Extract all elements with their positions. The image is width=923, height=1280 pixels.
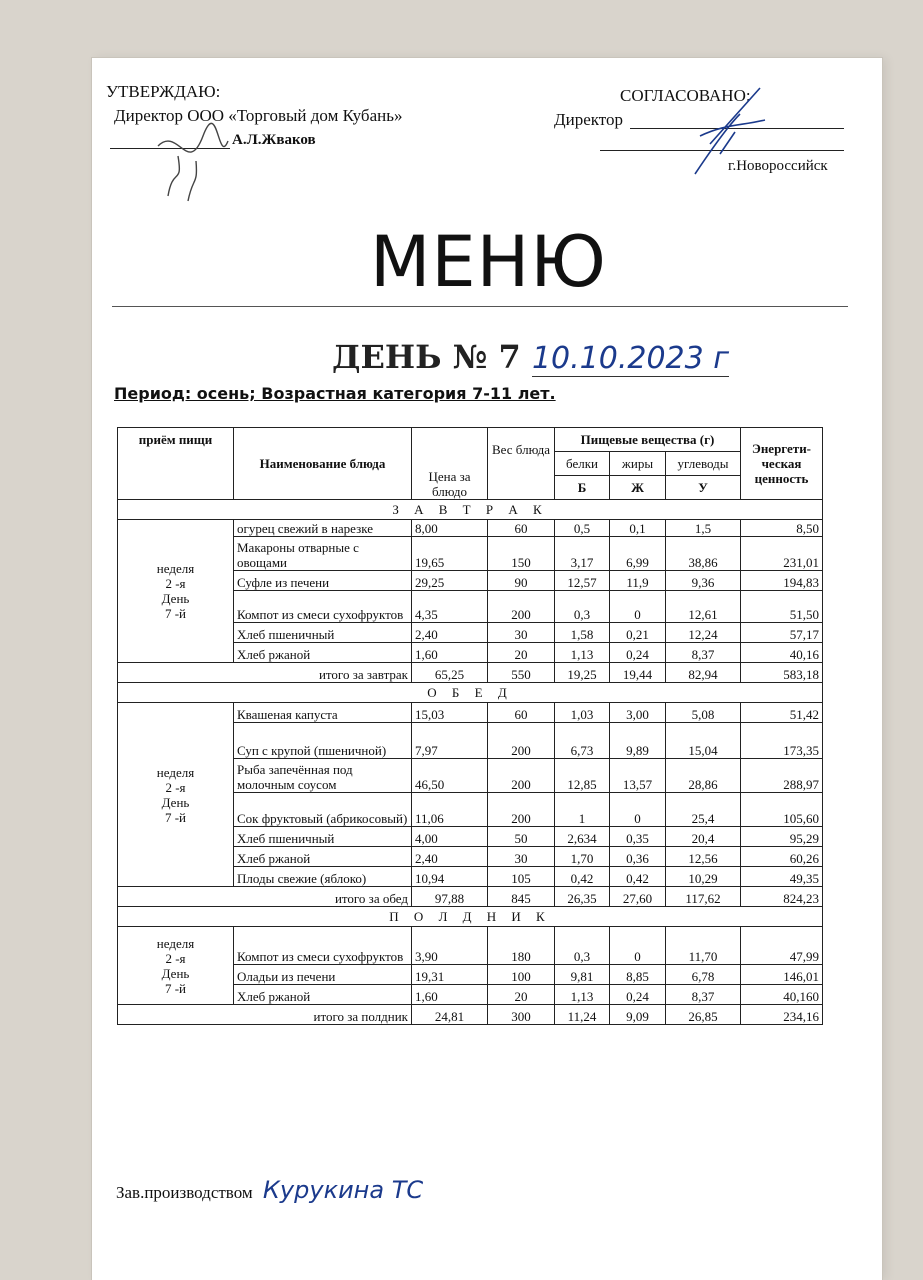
header-weight: Вес блюда — [488, 428, 555, 500]
agreed-city: г.Новороссийск — [728, 158, 828, 174]
approve-label: УТВЕРЖДАЮ: — [106, 82, 221, 101]
section-header-row — [118, 500, 823, 520]
meal-label: неделя — [156, 935, 195, 951]
carbs-cell: 28,86 — [666, 759, 741, 793]
meal-label: День — [161, 591, 190, 606]
meal-label: 2 -я — [165, 779, 186, 795]
protein-cell: 1,70 — [555, 847, 610, 867]
total-price: 65,25 — [412, 663, 488, 683]
fat-cell: 0,36 — [610, 847, 666, 867]
menu-table — [117, 427, 823, 1025]
energy-cell: 8,50 — [741, 520, 823, 537]
protein-cell: 1,58 — [555, 623, 610, 643]
fat-cell: 0,24 — [610, 643, 666, 663]
price-cell: 10,94 — [412, 867, 488, 887]
day-date: 10.10.2023 г — [531, 341, 730, 376]
total-weight: 300 — [488, 1005, 555, 1025]
section-title: П О Л Д Н И К — [118, 907, 823, 927]
dish-name-cell: Суфле из печени — [234, 571, 412, 591]
total-protein: 11,24 — [555, 1005, 610, 1025]
dish-name-cell: Сок фруктовый (абрикосовый) — [234, 793, 412, 827]
meal-cell — [118, 927, 234, 1005]
price-cell: 29,25 — [412, 571, 488, 591]
fat-cell: 8,85 — [610, 965, 666, 985]
table-header — [118, 428, 823, 500]
fat-cell: 0,21 — [610, 623, 666, 643]
weight-cell: 30 — [488, 847, 555, 867]
carbs-cell: 11,70 — [666, 927, 741, 965]
price-cell: 3,90 — [412, 927, 488, 965]
dish-name-cell: Макароны отварные с овощами — [234, 537, 412, 571]
dish-name-cell: Компот из смеси сухофруктов — [234, 927, 412, 965]
price-cell: 4,35 — [412, 591, 488, 623]
dish-name-cell: Хлеб ржаной — [234, 643, 412, 663]
footer-signature: Курукина ТС — [262, 1176, 424, 1204]
meal-label: 2 -я — [165, 576, 186, 591]
weight-cell: 20 — [488, 985, 555, 1005]
total-carbs: 117,62 — [666, 887, 741, 907]
period-line: Период: осень; Возрастная категория 7-11 лет. — [114, 384, 556, 403]
header-carbs: углеводы — [666, 452, 741, 476]
header-protein: белки — [555, 452, 610, 476]
carbs-cell: 8,37 — [666, 985, 741, 1005]
total-row — [118, 663, 823, 683]
weight-cell: 200 — [488, 793, 555, 827]
table-body — [118, 500, 823, 1025]
meal-label: неделя — [156, 561, 195, 576]
carbs-cell: 6,78 — [666, 965, 741, 985]
footer-label: Зав.производством — [116, 1183, 253, 1202]
total-price: 97,88 — [412, 887, 488, 907]
weight-cell: 60 — [488, 520, 555, 537]
total-row — [118, 887, 823, 907]
total-price: 24,81 — [412, 1005, 488, 1025]
total-weight: 845 — [488, 887, 555, 907]
carbs-cell: 9,36 — [666, 571, 741, 591]
approve-name: А.Л.Жваков — [232, 132, 316, 148]
total-protein: 19,25 — [555, 663, 610, 683]
weight-cell: 100 — [488, 965, 555, 985]
dish-name-cell: Рыба запечённая под молочным соусом — [234, 759, 412, 793]
section-title: З А В Т Р А К — [118, 500, 823, 520]
section-header-row — [118, 683, 823, 703]
agreed-line: Директор — [554, 110, 623, 129]
fat-cell: 13,57 — [610, 759, 666, 793]
total-fat: 19,44 — [610, 663, 666, 683]
energy-cell: 51,42 — [741, 703, 823, 723]
fat-cell: 11,9 — [610, 571, 666, 591]
meal-cell — [118, 703, 234, 887]
fat-cell: 0,35 — [610, 827, 666, 847]
energy-cell: 40,160 — [741, 985, 823, 1005]
total-label: итого за обед — [118, 887, 412, 907]
fat-cell: 9,89 — [610, 723, 666, 759]
day-title — [332, 338, 729, 377]
table-row — [118, 927, 823, 965]
approve-line: Директор ООО «Торговый дом Кубань» — [114, 106, 403, 125]
fat-cell: 0 — [610, 591, 666, 623]
total-weight: 550 — [488, 663, 555, 683]
table-row — [118, 703, 823, 723]
dish-name-cell: Хлеб ржаной — [234, 847, 412, 867]
carbs-cell: 15,04 — [666, 723, 741, 759]
agreed-signature-icon — [680, 84, 770, 180]
energy-cell: 49,35 — [741, 867, 823, 887]
weight-cell: 200 — [488, 723, 555, 759]
protein-cell: 6,73 — [555, 723, 610, 759]
carbs-cell: 5,08 — [666, 703, 741, 723]
dish-name-cell: Плоды свежие (яблоко) — [234, 867, 412, 887]
carbs-cell: 25,4 — [666, 793, 741, 827]
header-f: Ж — [610, 476, 666, 500]
carbs-cell: 10,29 — [666, 867, 741, 887]
price-cell: 1,60 — [412, 985, 488, 1005]
header-meal: приём пищи — [118, 428, 234, 500]
fat-cell: 0,24 — [610, 985, 666, 1005]
price-cell: 11,06 — [412, 793, 488, 827]
approve-signature-icon — [148, 116, 238, 206]
carbs-cell: 12,61 — [666, 591, 741, 623]
total-energy: 234,16 — [741, 1005, 823, 1025]
price-cell: 46,50 — [412, 759, 488, 793]
meal-label: 7 -й — [164, 980, 187, 996]
divider — [112, 306, 848, 307]
weight-cell: 200 — [488, 759, 555, 793]
fat-cell: 0 — [610, 927, 666, 965]
dish-name-cell: огурец свежий в нарезке — [234, 520, 412, 537]
table-row — [118, 520, 823, 537]
energy-cell: 194,83 — [741, 571, 823, 591]
total-energy: 583,18 — [741, 663, 823, 683]
carbs-cell: 1,5 — [666, 520, 741, 537]
header-p: Б — [555, 476, 610, 500]
header-fat: жиры — [610, 452, 666, 476]
total-energy: 824,23 — [741, 887, 823, 907]
weight-cell: 90 — [488, 571, 555, 591]
fat-cell: 0,1 — [610, 520, 666, 537]
energy-cell: 40,16 — [741, 643, 823, 663]
protein-cell: 12,57 — [555, 571, 610, 591]
meal-label: День — [161, 794, 190, 810]
price-cell: 19,31 — [412, 965, 488, 985]
price-cell: 1,60 — [412, 643, 488, 663]
carbs-cell: 12,24 — [666, 623, 741, 643]
price-cell: 7,97 — [412, 723, 488, 759]
section-header-row — [118, 907, 823, 927]
total-protein: 26,35 — [555, 887, 610, 907]
price-cell: 2,40 — [412, 847, 488, 867]
dish-name-cell: Компот из смеси сухофруктов — [234, 591, 412, 623]
price-cell: 2,40 — [412, 623, 488, 643]
weight-cell: 150 — [488, 537, 555, 571]
protein-cell: 9,81 — [555, 965, 610, 985]
weight-cell: 50 — [488, 827, 555, 847]
energy-cell: 60,26 — [741, 847, 823, 867]
weight-cell: 30 — [488, 623, 555, 643]
protein-cell: 3,17 — [555, 537, 610, 571]
fat-cell: 3,00 — [610, 703, 666, 723]
fat-cell: 0 — [610, 793, 666, 827]
total-label: итого за завтрак — [118, 663, 412, 683]
header-energy: Энергети-ческая ценность — [741, 428, 823, 500]
protein-cell: 2,634 — [555, 827, 610, 847]
carbs-cell: 38,86 — [666, 537, 741, 571]
protein-cell: 1,03 — [555, 703, 610, 723]
energy-cell: 105,60 — [741, 793, 823, 827]
dish-name-cell: Хлеб ржаной — [234, 985, 412, 1005]
energy-cell: 47,99 — [741, 927, 823, 965]
header-name: Наименование блюда — [234, 428, 412, 500]
protein-cell: 1 — [555, 793, 610, 827]
section-title: О Б Е Д — [118, 683, 823, 703]
energy-cell: 95,29 — [741, 827, 823, 847]
weight-cell: 180 — [488, 927, 555, 965]
dish-name-cell: Хлеб пшеничный — [234, 623, 412, 643]
total-fat: 27,60 — [610, 887, 666, 907]
meal-cell — [118, 520, 234, 663]
price-cell: 15,03 — [412, 703, 488, 723]
weight-cell: 200 — [488, 591, 555, 623]
weight-cell: 20 — [488, 643, 555, 663]
price-cell: 4,00 — [412, 827, 488, 847]
fat-cell: 6,99 — [610, 537, 666, 571]
total-label: итого за полдник — [118, 1005, 412, 1025]
price-cell: 19,65 — [412, 537, 488, 571]
energy-cell: 231,01 — [741, 537, 823, 571]
protein-cell: 0,3 — [555, 927, 610, 965]
dish-name-cell: Хлеб пшеничный — [234, 827, 412, 847]
carbs-cell: 8,37 — [666, 643, 741, 663]
protein-cell: 1,13 — [555, 985, 610, 1005]
header-price: Цена за блюдо — [412, 428, 488, 500]
price-cell: 8,00 — [412, 520, 488, 537]
meal-label: День — [161, 965, 190, 981]
energy-cell: 57,17 — [741, 623, 823, 643]
weight-cell: 60 — [488, 703, 555, 723]
dish-name-cell: Суп с крупой (пшеничной) — [234, 723, 412, 759]
carbs-cell: 12,56 — [666, 847, 741, 867]
header-c: У — [666, 476, 741, 500]
energy-cell: 173,35 — [741, 723, 823, 759]
meal-label: неделя — [156, 764, 195, 780]
fat-cell: 0,42 — [610, 867, 666, 887]
energy-cell: 146,01 — [741, 965, 823, 985]
dish-name-cell: Оладьи из печени — [234, 965, 412, 985]
footer — [116, 1176, 423, 1204]
energy-cell: 51,50 — [741, 591, 823, 623]
dish-name-cell: Квашеная капуста — [234, 703, 412, 723]
protein-cell: 0,42 — [555, 867, 610, 887]
meal-label: 2 -я — [165, 950, 186, 966]
protein-cell: 1,13 — [555, 643, 610, 663]
total-row — [118, 1005, 823, 1025]
day-number: ДЕНЬ № 7 — [332, 338, 521, 376]
total-carbs: 82,94 — [666, 663, 741, 683]
protein-cell: 12,85 — [555, 759, 610, 793]
header-nutrients: Пищевые вещества (г) — [555, 428, 741, 452]
page-title: МЕНЮ — [370, 221, 607, 303]
energy-cell: 288,97 — [741, 759, 823, 793]
total-carbs: 26,85 — [666, 1005, 741, 1025]
carbs-cell: 20,4 — [666, 827, 741, 847]
meal-label: 7 -й — [164, 809, 187, 825]
protein-cell: 0,5 — [555, 520, 610, 537]
meal-label: 7 -й — [164, 606, 187, 621]
weight-cell: 105 — [488, 867, 555, 887]
protein-cell: 0,3 — [555, 591, 610, 623]
agreed-label: СОГЛАСОВАНО: — [620, 86, 751, 105]
total-fat: 9,09 — [610, 1005, 666, 1025]
